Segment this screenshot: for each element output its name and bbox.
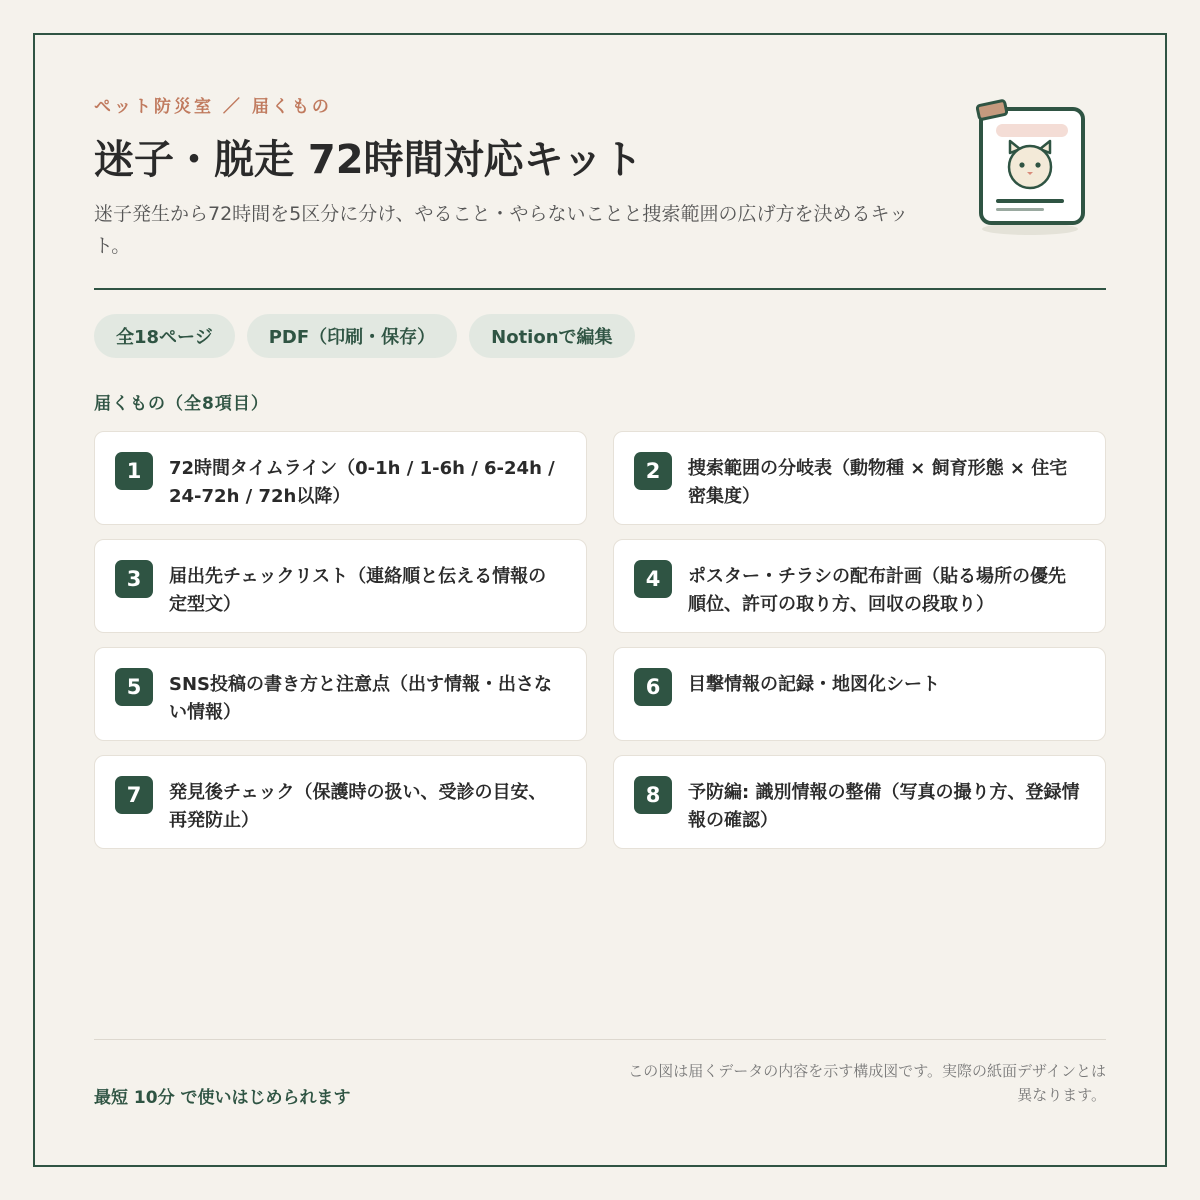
chip-notion: Notionで編集	[469, 314, 634, 358]
header-divider	[94, 288, 1106, 290]
breadcrumb: ペット防災室 ／ 届くもの	[94, 97, 332, 117]
item-card	[94, 539, 587, 633]
item-text: 捜索範囲の分岐表（動物種 × 飼育形態 × 住宅密集度）	[688, 458, 1068, 507]
item-number: 5	[115, 668, 153, 706]
item-number: 7	[115, 776, 153, 814]
item-text: 72時間タイムライン（0-1h / 1-6h / 6-24h / 24-72h / 72h以降）	[169, 458, 555, 507]
item-grid	[94, 431, 1106, 849]
cat-missing-poster-icon	[970, 95, 1090, 240]
item-text: 届出先チェックリスト（連絡順と伝える情報の定型文）	[169, 566, 547, 615]
item-text: SNS投稿の書き方と注意点（出す情報・出さない情報）	[169, 674, 552, 723]
item-text: 発見後チェック（保護時の扱い、受診の目安、再発防止）	[169, 782, 547, 831]
item-number: 3	[115, 560, 153, 598]
feature-chips	[94, 314, 635, 358]
page-title: 迷子・脱走 72時間対応キット	[94, 137, 643, 183]
footer-tagline: 最短 10分 で使いはじめられます	[94, 1088, 351, 1108]
footer-divider	[94, 1039, 1106, 1040]
item-card	[94, 647, 587, 741]
item-number: 8	[634, 776, 672, 814]
item-card	[613, 647, 1106, 741]
item-number: 4	[634, 560, 672, 598]
item-card	[613, 755, 1106, 849]
chip-pages: 全18ページ	[94, 314, 235, 358]
chip-pdf: PDF（印刷・保存）	[247, 314, 457, 358]
item-number: 6	[634, 668, 672, 706]
item-card	[94, 755, 587, 849]
section-label: 届くもの（全8項目）	[94, 394, 269, 414]
item-text: 目撃情報の記録・地図化シート	[688, 674, 940, 695]
item-text: ポスター・チラシの配布計画（貼る場所の優先順位、許可の取り方、回収の段取り）	[688, 566, 1066, 615]
item-card	[613, 431, 1106, 525]
item-text: 予防編: 識別情報の整備（写真の撮り方、登録情報の確認）	[688, 782, 1080, 831]
page-description: 迷子発生から72時間を5区分に分け、やること・やらないことと捜索範囲の広げ方を決めるキット。	[94, 203, 909, 257]
item-number: 1	[115, 452, 153, 490]
item-card	[613, 539, 1106, 633]
item-card	[94, 431, 587, 525]
item-number: 2	[634, 452, 672, 490]
footer-note: この図は届くデータの内容を示す構成図です。実際の紙面デザインとは異なります。	[628, 1062, 1106, 1104]
